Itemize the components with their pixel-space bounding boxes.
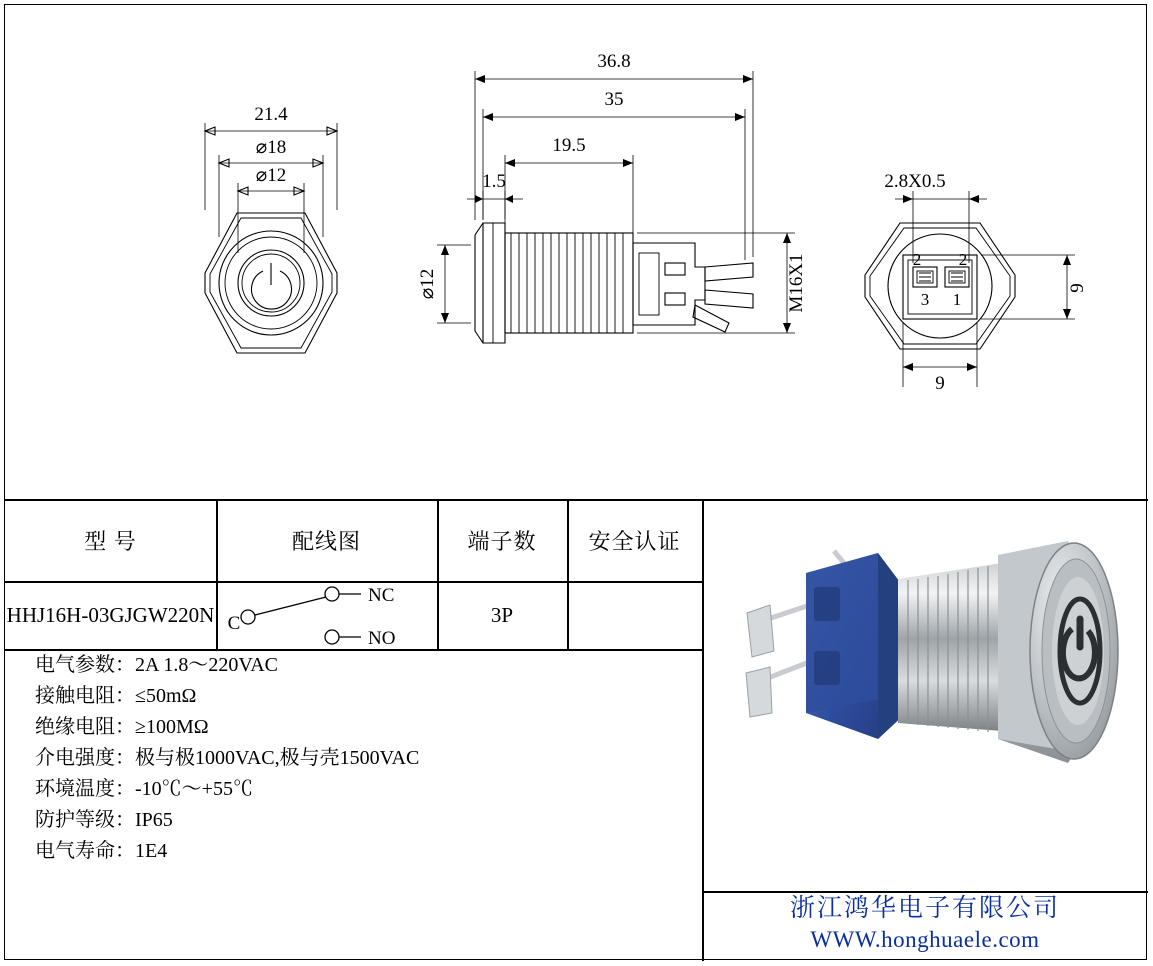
company-branding	[702, 893, 1148, 955]
dim-side-36-8: 36.8	[597, 51, 631, 72]
wiring-label-nc: NC	[368, 585, 395, 606]
spec-line-4: 介电强度：极与极1000VAC,极与壳1500VAC	[35, 747, 420, 769]
spec-line-7: 电气寿命：1E4	[35, 840, 168, 862]
dim-rear-2-8x0-5: 2.8X0.5	[884, 171, 946, 192]
dim-side-d12: ⌀12	[417, 268, 438, 300]
dim-side-m16x1: M16X1	[786, 253, 807, 313]
dim-side-19-5: 19.5	[552, 135, 586, 156]
electrical-specs	[35, 650, 675, 867]
dim-front-d12: ⌀12	[255, 165, 287, 186]
dim-rear-9-horizontal: 9	[935, 373, 945, 394]
rear-view	[865, 171, 1088, 394]
wiring-label-no: NO	[368, 628, 396, 649]
dim-rear-9-vertical: 9	[1067, 283, 1088, 293]
header-wiring-diagram: 配线图	[291, 528, 361, 554]
spec-line-5: 环境温度：-10℃～+55℃	[35, 778, 253, 800]
dim-front-21-4: 21.4	[254, 104, 288, 125]
svg-text:1: 1	[952, 290, 962, 309]
spec-line-1: 电气参数：2A 1.8～220VAC	[35, 654, 278, 676]
front-view	[205, 104, 337, 353]
header-terminal-count: 端子数	[467, 528, 537, 554]
spec-line-6: 防护等级：IP65	[35, 809, 173, 831]
svg-text:2: 2	[912, 250, 922, 269]
cell-safety-cert	[567, 581, 702, 649]
side-view	[417, 51, 807, 343]
cell-terminal-count: 3P	[490, 602, 514, 627]
company-website[interactable]: WWW.honghuaele.com	[810, 927, 1040, 952]
dim-front-d18: ⌀18	[255, 137, 287, 158]
company-name: 浙江鸿华电子有限公司	[789, 895, 1060, 922]
spec-line-2: 接触电阻：≤50mΩ	[35, 685, 197, 707]
wiring-diagram	[216, 581, 437, 649]
wiring-label-c: C	[227, 613, 241, 634]
header-safety-cert: 安全认证	[588, 528, 681, 554]
cell-model-value: HHJ16H-03GJGW220N	[6, 602, 215, 627]
dim-side-1-5: 1.5	[482, 171, 506, 192]
product-photo	[702, 501, 1148, 891]
svg-text:3: 3	[920, 290, 930, 309]
dim-side-35: 35	[604, 89, 624, 110]
header-model: 型 号	[84, 528, 137, 554]
drawing-sheet	[4, 4, 1147, 960]
technical-drawings	[5, 5, 1148, 499]
spec-line-3: 绝缘电阻：≥100MΩ	[35, 716, 209, 738]
svg-text:2: 2	[958, 250, 968, 269]
